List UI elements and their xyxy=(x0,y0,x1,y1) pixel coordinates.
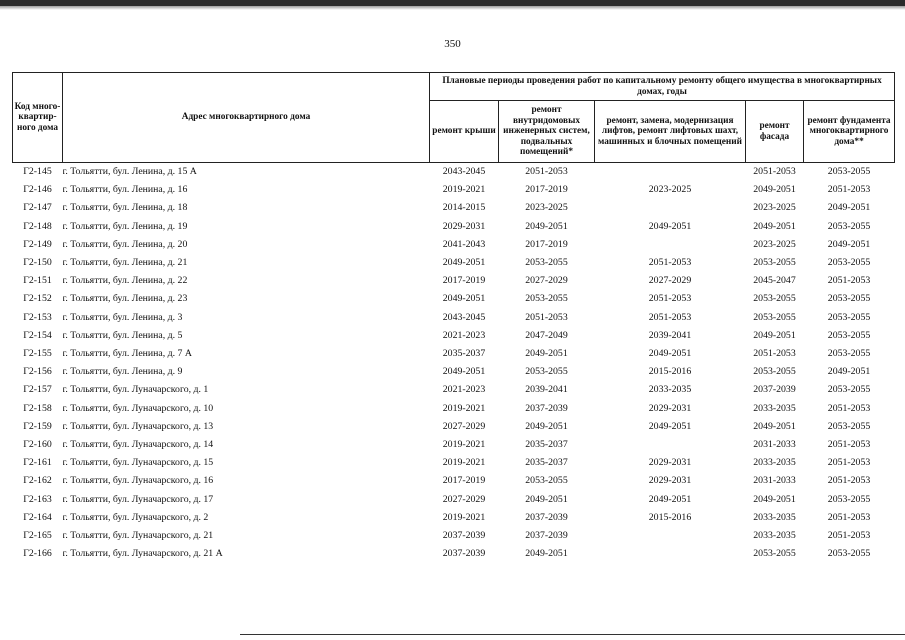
cell-roof: 2049-2051 xyxy=(442,257,486,269)
cell-foundation: 2051-2053 xyxy=(827,530,871,542)
cell-address: г. Тольятти, бул. Луначарского, д. 17 xyxy=(62,493,214,505)
cell-facade: 2051-2053 xyxy=(746,163,804,182)
cell-foundation: 2051-2053 xyxy=(827,402,871,414)
page-number: 350 xyxy=(444,38,461,50)
cell-code: Г2-165 xyxy=(23,530,52,542)
cell-elevators xyxy=(595,527,746,545)
cell-facade: 2053-2055 xyxy=(753,257,796,269)
cell-engineering: 2037-2039 xyxy=(525,511,568,523)
cell-facade: 2031-2033 xyxy=(753,439,796,451)
cell-address: г. Тольятти, бул. Ленина, д. 21 xyxy=(62,257,188,269)
cell-roof: 2021-2023 xyxy=(442,329,486,341)
cell-foundation: 2053-2055 xyxy=(827,348,871,360)
cell-foundation: 2053-2055 xyxy=(827,220,871,232)
cell-facade: 2033-2035 xyxy=(753,402,796,414)
cell-code: Г2-145 xyxy=(13,163,63,182)
cell-roof: 2041-2043 xyxy=(442,238,486,250)
table-row xyxy=(13,472,895,490)
cell-facade: 2053-2055 xyxy=(753,293,796,305)
cell-foundation: 2053-2055 xyxy=(827,311,871,323)
cell-elevators xyxy=(595,163,746,182)
cell-roof: 2035-2037 xyxy=(442,348,486,360)
cell-address: г. Тольятти, бул. Луначарского, д. 13 xyxy=(62,420,214,432)
cell-engineering: 2053-2055 xyxy=(525,366,568,378)
cell-foundation: 2051-2053 xyxy=(827,275,871,287)
table-row xyxy=(13,509,895,527)
cell-roof: 2029-2031 xyxy=(442,220,486,232)
table-row xyxy=(13,199,895,217)
cell-engineering: 2037-2039 xyxy=(525,402,568,414)
cell-foundation: 2053-2055 xyxy=(827,384,871,396)
cell-elevators: 2015-2016 xyxy=(648,511,692,523)
table-row xyxy=(13,363,895,381)
cell-engineering: 2017-2019 xyxy=(525,184,568,196)
cell-facade: 2053-2055 xyxy=(753,548,796,560)
table-row xyxy=(13,218,895,236)
cell-address: г. Тольятти, бул. Ленина, д. 5 xyxy=(62,329,183,341)
cell-engineering: 2023-2025 xyxy=(525,202,568,214)
cell-code: Г2-164 xyxy=(23,511,52,523)
cell-engineering: 2049-2051 xyxy=(525,420,568,432)
table-row xyxy=(13,436,895,454)
cell-foundation: 2051-2053 xyxy=(827,475,871,487)
cell-facade: 2023-2025 xyxy=(753,202,796,214)
cell-code: Г2-146 xyxy=(23,184,52,196)
cell-engineering: 2049-2051 xyxy=(525,348,568,360)
cell-roof: 2014-2015 xyxy=(442,202,486,214)
table-row xyxy=(13,527,895,545)
cell-roof: 2027-2029 xyxy=(442,493,486,505)
cell-code: Г2-150 xyxy=(23,257,52,269)
cell-foundation: 2051-2053 xyxy=(827,511,871,523)
cell-code: Г2-161 xyxy=(23,457,52,469)
cell-roof: 2037-2039 xyxy=(442,530,486,542)
cell-address: г. Тольятти, бул. Луначарского, д. 10 xyxy=(62,402,214,414)
cell-facade: 2049-2051 xyxy=(753,420,796,432)
cell-elevators: 2029-2031 xyxy=(648,402,692,414)
capital-repair-schedule-table xyxy=(12,72,895,563)
cell-engineering: 2037-2039 xyxy=(525,530,568,542)
cell-engineering: 2035-2037 xyxy=(525,457,568,469)
cell-roof: 2043-2045 xyxy=(442,311,486,323)
cell-foundation: 2053-2055 xyxy=(827,493,871,505)
cell-facade: 2037-2039 xyxy=(753,384,796,396)
table-row xyxy=(13,254,895,272)
cell-facade: 2051-2053 xyxy=(753,348,796,360)
cell-roof: 2019-2021 xyxy=(442,511,486,523)
cell-code: Г2-148 xyxy=(23,220,52,232)
cell-roof: 2017-2019 xyxy=(442,475,486,487)
cell-facade: 2033-2035 xyxy=(753,511,796,523)
cell-foundation: 2049-2051 xyxy=(827,366,871,378)
cell-address: г. Тольятти, бул. Ленина, д. 7 А xyxy=(62,348,192,360)
cell-code: Г2-162 xyxy=(23,475,52,487)
cell-address: г. Тольятти, бул. Луначарского, д. 14 xyxy=(62,439,214,451)
table-row xyxy=(13,418,895,436)
cell-address: г. Тольятти, бул. Ленина, д. 22 xyxy=(62,275,188,287)
cell-code: Г2-149 xyxy=(23,238,52,250)
cell-roof: 2049-2051 xyxy=(442,293,486,305)
cell-code: Г2-147 xyxy=(23,202,52,214)
cell-engineering: 2027-2029 xyxy=(525,275,568,287)
cell-address: г. Тольятти, бул. Луначарского, д. 2 xyxy=(62,511,209,523)
cell-foundation: 2051-2053 xyxy=(827,457,871,469)
cell-elevators xyxy=(595,436,746,454)
table-row xyxy=(13,545,895,563)
cell-facade: 2053-2055 xyxy=(753,311,796,323)
cell-code: Г2-157 xyxy=(23,384,52,396)
header-group: Плановые периоды проведения работ по капитальному ремонту общего имущества в многоквартирных домах, годы xyxy=(430,73,895,101)
cell-elevators: 2039-2041 xyxy=(648,329,692,341)
cell-roof: 2049-2051 xyxy=(442,366,486,378)
cell-code: Г2-158 xyxy=(23,402,52,414)
cell-foundation: 2053-2055 xyxy=(827,257,871,269)
table-row xyxy=(13,491,895,509)
cell-elevators: 2027-2029 xyxy=(648,275,692,287)
cell-foundation: 2053-2055 xyxy=(827,420,871,432)
cell-engineering: 2039-2041 xyxy=(525,384,568,396)
cell-elevators: 2049-2051 xyxy=(648,348,692,360)
cell-address: г. Тольятти, бул. Луначарского, д. 15 xyxy=(62,457,214,469)
cell-foundation: 2051-2053 xyxy=(827,439,871,451)
cell-address: г. Тольятти, бул. Луначарского, д. 21 А xyxy=(62,548,223,560)
header-facade: ремонт фасада xyxy=(746,101,804,163)
cell-code: Г2-151 xyxy=(23,275,52,287)
cell-address: г. Тольятти, бул. Ленина, д. 3 xyxy=(62,311,183,323)
table-row xyxy=(13,327,895,345)
cell-elevators: 2049-2051 xyxy=(648,420,692,432)
cell-facade: 2033-2035 xyxy=(753,457,796,469)
table-row xyxy=(13,290,895,308)
cell-address: г. Тольятти, бул. Ленина, д. 19 xyxy=(62,220,188,232)
header-elevators: ремонт, замена, модернизация лифтов, ремонт лифтовых шахт, машинных и блочных помещений xyxy=(595,101,746,163)
cell-foundation: 2053-2055 xyxy=(827,293,871,305)
cell-facade: 2023-2025 xyxy=(753,238,796,250)
cell-engineering: 2053-2055 xyxy=(525,293,568,305)
header-address: Адрес многоквартирного дома xyxy=(63,73,430,163)
cell-code: Г2-166 xyxy=(23,548,52,560)
cell-address: г. Тольятти, бул. Ленина, д. 15 А xyxy=(63,163,430,182)
cell-code: Г2-153 xyxy=(23,311,52,323)
cell-facade: 2031-2033 xyxy=(753,475,796,487)
cell-roof: 2019-2021 xyxy=(442,184,486,196)
cell-engineering: 2051-2053 xyxy=(499,163,595,182)
cell-roof: 2027-2029 xyxy=(442,420,486,432)
cell-elevators: 2051-2053 xyxy=(648,311,692,323)
cell-roof: 2043-2045 xyxy=(430,163,499,182)
cell-elevators xyxy=(595,236,746,254)
cell-roof: 2037-2039 xyxy=(442,548,486,560)
cell-code: Г2-156 xyxy=(23,366,52,378)
table-row xyxy=(13,345,895,363)
cell-code: Г2-160 xyxy=(23,439,52,451)
header-engineering: ремонт внутридомовых инженерных систем, подвальных помещений* xyxy=(499,101,595,163)
cell-elevators: 2029-2031 xyxy=(648,457,692,469)
cell-address: г. Тольятти, бул. Луначарского, д. 16 xyxy=(62,475,214,487)
table-row xyxy=(13,181,895,199)
cell-roof: 2017-2019 xyxy=(442,275,486,287)
table-row xyxy=(13,454,895,472)
cell-code: Г2-159 xyxy=(23,420,52,432)
cell-engineering: 2017-2019 xyxy=(525,238,568,250)
cell-code: Г2-152 xyxy=(23,293,52,305)
cell-facade: 2049-2051 xyxy=(753,493,796,505)
cell-foundation: 2053-2055 xyxy=(804,163,895,182)
cell-facade: 2033-2035 xyxy=(753,530,796,542)
cell-elevators: 2049-2051 xyxy=(648,493,692,505)
cell-roof: 2019-2021 xyxy=(442,402,486,414)
header-roof: ремонт крыши xyxy=(430,101,499,163)
cell-engineering: 2047-2049 xyxy=(525,329,568,341)
cell-roof: 2019-2021 xyxy=(442,439,486,451)
cell-elevators: 2051-2053 xyxy=(648,257,692,269)
cell-code: Г2-163 xyxy=(23,493,52,505)
cell-engineering: 2053-2055 xyxy=(525,475,568,487)
cell-engineering: 2049-2051 xyxy=(525,548,568,560)
cell-facade: 2049-2051 xyxy=(753,220,796,232)
scan-top-shadow xyxy=(0,6,905,10)
cell-foundation: 2049-2051 xyxy=(827,238,871,250)
header-code: Код много-квартир-ного дома xyxy=(13,73,63,163)
cell-address: г. Тольятти, бул. Ленина, д. 18 xyxy=(62,202,188,214)
cell-address: г. Тольятти, бул. Ленина, д. 23 xyxy=(62,293,188,305)
cell-engineering: 2035-2037 xyxy=(525,439,568,451)
cell-engineering: 2053-2055 xyxy=(525,257,568,269)
cell-address: г. Тольятти, бул. Ленина, д. 16 xyxy=(62,184,188,196)
cell-elevators: 2029-2031 xyxy=(648,475,692,487)
cell-facade: 2049-2051 xyxy=(753,329,796,341)
table-row xyxy=(13,381,895,399)
cell-elevators xyxy=(595,199,746,217)
table-row xyxy=(13,163,895,182)
cell-address: г. Тольятти, бул. Ленина, д. 20 xyxy=(62,238,188,250)
cell-facade: 2049-2051 xyxy=(753,184,796,196)
cell-foundation: 2051-2053 xyxy=(827,184,871,196)
cell-code: Г2-155 xyxy=(23,348,52,360)
cell-engineering: 2049-2051 xyxy=(525,493,568,505)
cell-elevators: 2023-2025 xyxy=(648,184,692,196)
table-row xyxy=(13,309,895,327)
cell-address: г. Тольятти, бул. Луначарского, д. 21 xyxy=(62,530,214,542)
cell-elevators: 2051-2053 xyxy=(648,293,692,305)
header-foundation: ремонт фундамента многоквартирного дома** xyxy=(804,101,895,163)
cell-foundation: 2053-2055 xyxy=(827,329,871,341)
cell-code: Г2-154 xyxy=(23,329,52,341)
cell-elevators: 2015-2016 xyxy=(648,366,692,378)
cell-roof: 2019-2021 xyxy=(442,457,486,469)
cell-engineering: 2049-2051 xyxy=(525,220,568,232)
table-row xyxy=(13,272,895,290)
cell-address: г. Тольятти, бул. Ленина, д. 9 xyxy=(62,366,183,378)
table-row xyxy=(13,400,895,418)
bottom-rule xyxy=(240,634,905,635)
cell-elevators xyxy=(595,545,746,563)
cell-engineering: 2051-2053 xyxy=(525,311,568,323)
cell-roof: 2021-2023 xyxy=(442,384,486,396)
table-row xyxy=(13,236,895,254)
cell-address: г. Тольятти, бул. Луначарского, д. 1 xyxy=(62,384,209,396)
cell-facade: 2053-2055 xyxy=(753,366,796,378)
cell-foundation: 2053-2055 xyxy=(827,548,871,560)
cell-elevators: 2049-2051 xyxy=(648,220,692,232)
cell-facade: 2045-2047 xyxy=(753,275,796,287)
cell-foundation: 2049-2051 xyxy=(827,202,871,214)
cell-elevators: 2033-2035 xyxy=(648,384,692,396)
